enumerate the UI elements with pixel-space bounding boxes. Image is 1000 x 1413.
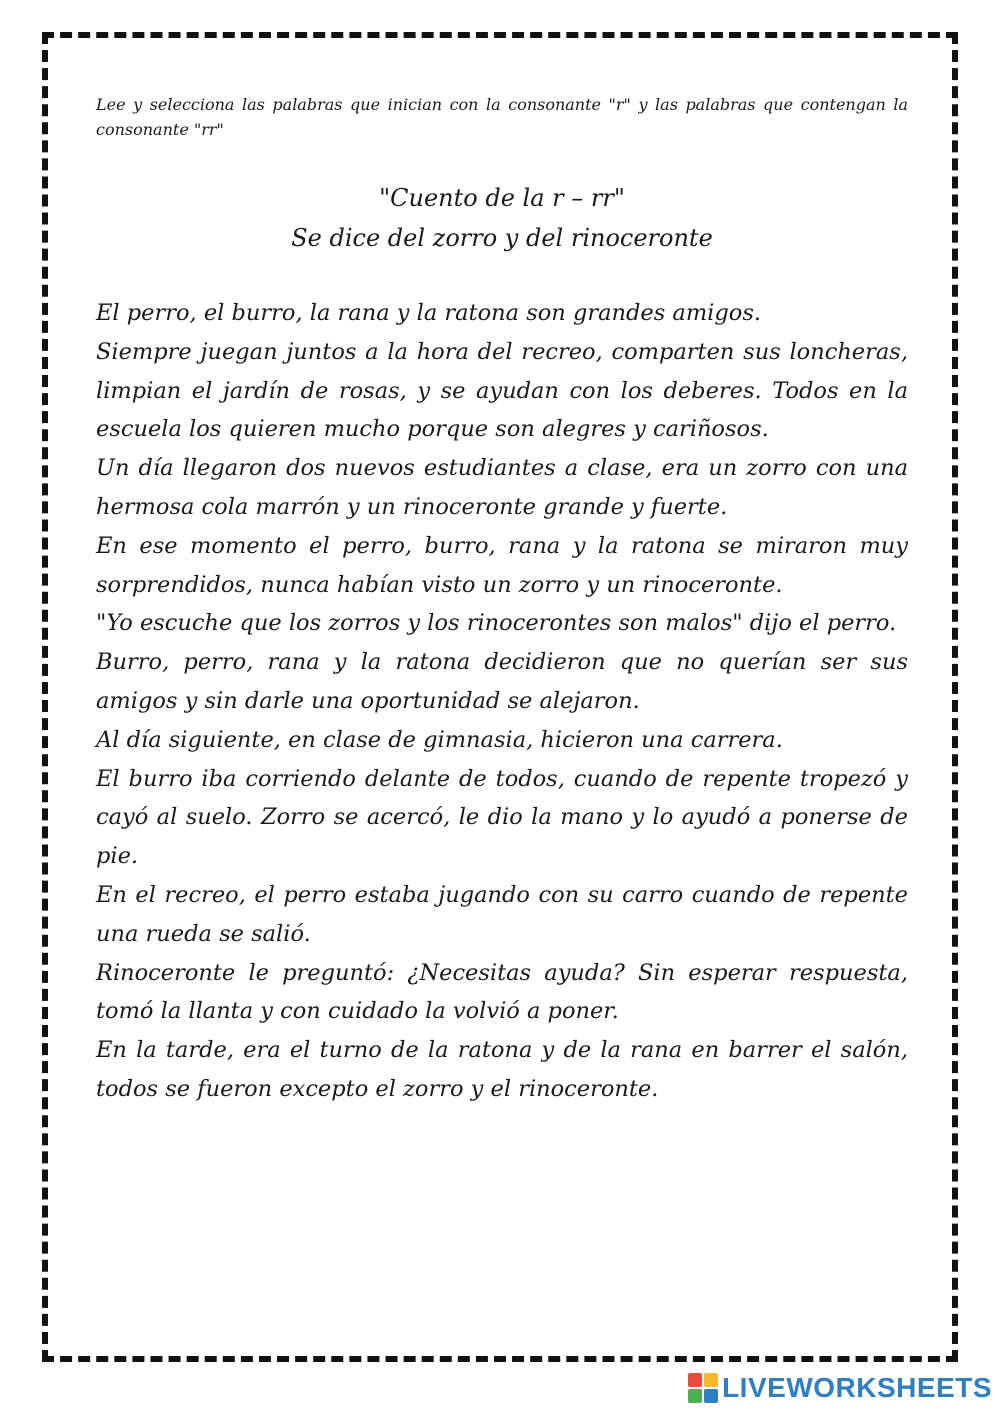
- story-paragraph[interactable]: Un día llegaron dos nuevos estudiantes a clase, era un zorro con una hermosa cola marrón y un rinoceronte grande y fuerte.: [96, 455, 908, 520]
- story-paragraph[interactable]: Rinoceronte le preguntó: ¿Necesitas ayuda? Sin esperar respuesta, tomó la llanta y con cuidado la volvió a poner.: [96, 959, 908, 1025]
- story-paragraph[interactable]: En el recreo, el perro estaba jugando con su carro cuando de repente una rueda se salió.: [96, 881, 908, 947]
- liveworksheets-logo-icon: [688, 1373, 718, 1403]
- story-paragraph[interactable]: El burro iba corriendo delante de todos, cuando de repente tropezó y cayó al suelo. Zorro se acercó, le dio la mano y lo ayudó a ponerse de pie.: [96, 765, 908, 870]
- story-paragraph[interactable]: "Yo escuche que los zorros y los rinocerontes son malos" dijo el perro.: [96, 610, 897, 637]
- story-paragraph[interactable]: Siempre juegan juntos a la hora del recreo, comparten sus loncheras, limpian el jardín de rosas, y se ayudan con los deberes. Todos en la escuela los quieren mucho porque son alegres y cariñosos.: [96, 338, 908, 443]
- liveworksheets-watermark: [688, 1371, 992, 1405]
- story-body: [96, 294, 908, 1109]
- logo-square-yellow: [704, 1373, 718, 1387]
- story-subtitle: Se dice del zorro y del rinoceronte: [291, 224, 713, 252]
- story-paragraph[interactable]: Al día siguiente, en clase de gimnasia, hicieron una carrera.: [96, 726, 783, 753]
- story-paragraph[interactable]: Burro, perro, rana y la ratona decidieron que no querían ser sus amigos y sin darle una oportunidad se alejaron.: [96, 649, 908, 714]
- brand-name: LIVEWORKSHEETS: [722, 1372, 992, 1403]
- story-paragraph[interactable]: El perro, el burro, la rana y la ratona son grandes amigos.: [96, 300, 762, 326]
- logo-square-green: [688, 1389, 702, 1403]
- story-paragraph[interactable]: En la tarde, era el turno de la ratona y de la rana en barrer el salón, todos se fueron excepto el zorro y el rinoceronte.: [96, 1037, 908, 1102]
- story-paragraph[interactable]: En ese momento el perro, burro, rana y la ratona se miraron muy sorprendidos, nunca habían visto un zorro y un rinoceronte.: [96, 532, 908, 598]
- story-heading: [96, 178, 908, 258]
- instructions-text: Lee y selecciona las palabras que inician con la consonante "r" y las palabras que contengan la consonante "rr": [96, 95, 908, 139]
- logo-square-blue: [704, 1389, 718, 1403]
- story-title: "Cuento de la r – rr": [379, 184, 625, 212]
- logo-square-red: [688, 1373, 702, 1387]
